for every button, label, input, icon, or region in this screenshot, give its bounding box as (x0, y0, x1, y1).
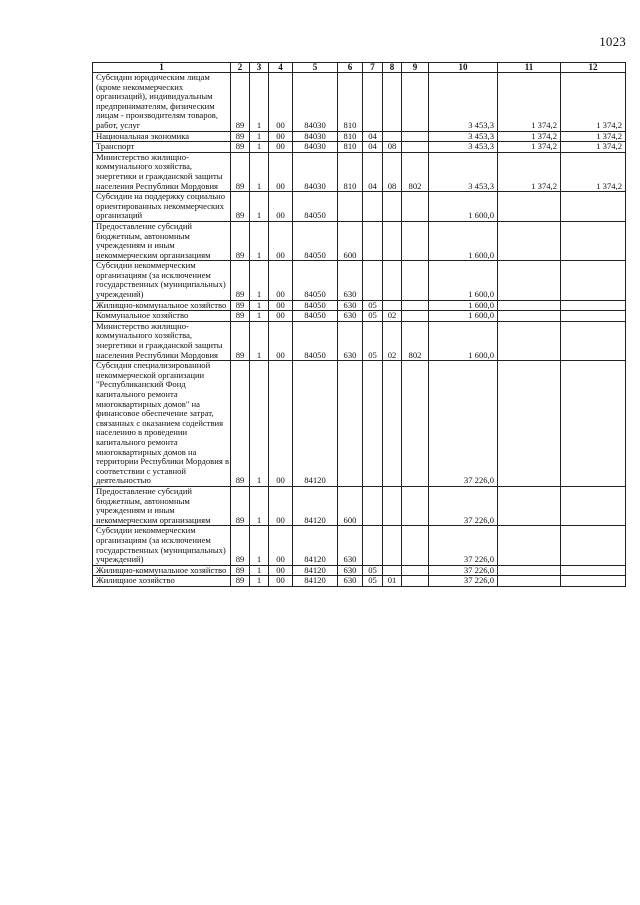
cell-c10: 1 600,0 (429, 192, 498, 222)
cell-c8 (383, 361, 402, 487)
cell-c10: 37 226,0 (429, 565, 498, 576)
table-row (93, 131, 626, 142)
cell-c11: 1 374,2 (498, 142, 561, 153)
cell-c4: 00 (269, 565, 293, 576)
cell-c3: 1 (250, 311, 269, 322)
cell-c12 (561, 361, 626, 487)
cell-c8 (383, 300, 402, 311)
cell-c7: 04 (363, 142, 383, 153)
cell-c12 (561, 311, 626, 322)
header-cell: 1 (93, 63, 231, 73)
cell-c8 (383, 486, 402, 525)
cell-c4: 00 (269, 192, 293, 222)
cell-c5: 84050 (293, 321, 338, 360)
cell-c9 (402, 576, 429, 587)
row-name-cell: Транспорт (93, 142, 231, 153)
cell-c10: 3 453,3 (429, 73, 498, 132)
cell-c2: 89 (231, 321, 250, 360)
cell-c2: 89 (231, 300, 250, 311)
header-cell: 4 (269, 63, 293, 73)
cell-c5: 84030 (293, 142, 338, 153)
table-row (93, 565, 626, 576)
cell-c7 (363, 73, 383, 132)
row-name-cell: Министерство жилищно-коммунального хозяйства, энергетики и гражданской защиты населения Республики Мордовия (93, 321, 231, 360)
cell-c10: 37 226,0 (429, 576, 498, 587)
cell-c8 (383, 221, 402, 260)
cell-c5: 84050 (293, 300, 338, 311)
cell-c11: 1 374,2 (498, 152, 561, 191)
cell-c9 (402, 311, 429, 322)
cell-c11: 1 374,2 (498, 131, 561, 142)
cell-c7 (363, 221, 383, 260)
cell-c3: 1 (250, 221, 269, 260)
header-cell: 8 (383, 63, 402, 73)
cell-c3: 1 (250, 321, 269, 360)
cell-c8 (383, 131, 402, 142)
cell-c7: 05 (363, 576, 383, 587)
cell-c8 (383, 192, 402, 222)
cell-c9 (402, 131, 429, 142)
cell-c7: 05 (363, 311, 383, 322)
cell-c9: 802 (402, 321, 429, 360)
cell-c11 (498, 565, 561, 576)
cell-c4: 00 (269, 73, 293, 132)
table-row (93, 321, 626, 360)
row-name-cell: Предоставление субсидий бюджетным, автономным учреждениям и иным некоммерческим организациям (93, 486, 231, 525)
header-cell: 5 (293, 63, 338, 73)
cell-c11: 1 374,2 (498, 73, 561, 132)
cell-c10: 1 600,0 (429, 261, 498, 300)
table-row (93, 576, 626, 587)
cell-c3: 1 (250, 526, 269, 565)
cell-c4: 00 (269, 486, 293, 525)
cell-c7 (363, 486, 383, 525)
cell-c4: 00 (269, 131, 293, 142)
cell-c12: 1 374,2 (561, 152, 626, 191)
cell-c2: 89 (231, 526, 250, 565)
row-name-cell: Жилищно-коммунальное хозяйство (93, 565, 231, 576)
cell-c12 (561, 565, 626, 576)
row-name-cell: Субсидия специализированной некоммерческой организации "Республиканский Фонд капитального ремонта многоквартирных домов" на финансовое обеспечение затрат, связанных с оказанием содействия населению в проведении капитального ремонта многоквартирных домов на территории Республики Мордовия в соответствии с уставной деятельностью (93, 361, 231, 487)
cell-c7: 04 (363, 152, 383, 191)
cell-c7 (363, 261, 383, 300)
cell-c4: 00 (269, 221, 293, 260)
cell-c5: 84030 (293, 131, 338, 142)
cell-c11 (498, 300, 561, 311)
cell-c8: 02 (383, 321, 402, 360)
cell-c11 (498, 192, 561, 222)
cell-c4: 00 (269, 321, 293, 360)
cell-c10: 37 226,0 (429, 526, 498, 565)
cell-c2: 89 (231, 361, 250, 487)
row-name-cell: Жилищное хозяйство (93, 576, 231, 587)
cell-c8: 08 (383, 152, 402, 191)
table-row (93, 486, 626, 525)
cell-c3: 1 (250, 261, 269, 300)
cell-c4: 00 (269, 526, 293, 565)
budget-table (92, 62, 626, 587)
cell-c6 (338, 192, 363, 222)
cell-c11 (498, 486, 561, 525)
header-cell: 2 (231, 63, 250, 73)
cell-c11 (498, 361, 561, 487)
cell-c10: 3 453,3 (429, 131, 498, 142)
cell-c7 (363, 192, 383, 222)
cell-c4: 00 (269, 142, 293, 153)
cell-c3: 1 (250, 192, 269, 222)
cell-c6 (338, 361, 363, 487)
cell-c12 (561, 526, 626, 565)
cell-c2: 89 (231, 192, 250, 222)
cell-c9 (402, 300, 429, 311)
cell-c9 (402, 361, 429, 487)
cell-c5: 84120 (293, 361, 338, 487)
cell-c11 (498, 526, 561, 565)
cell-c11 (498, 576, 561, 587)
cell-c9 (402, 221, 429, 260)
cell-c8: 02 (383, 311, 402, 322)
page-number: 1023 (599, 34, 626, 49)
cell-c5: 84120 (293, 526, 338, 565)
cell-c2: 89 (231, 311, 250, 322)
cell-c6: 630 (338, 565, 363, 576)
table-row (93, 221, 626, 260)
cell-c6: 630 (338, 321, 363, 360)
cell-c12 (561, 576, 626, 587)
row-name-cell: Субсидии на поддержку социально ориентированных некоммерческих организаций (93, 192, 231, 222)
row-name-cell: Министерство жилищно-коммунального хозяйства, энергетики и гражданской защиты населения Республики Мордовия (93, 152, 231, 191)
row-name-cell: Субсидии юридическим лицам (кроме некоммерческих организаций), индивидуальным предпринимателям, физическим лицам - производителям товаров, работ, услуг (93, 73, 231, 132)
table-row (93, 261, 626, 300)
cell-c2: 89 (231, 565, 250, 576)
cell-c12: 1 374,2 (561, 142, 626, 153)
row-name-cell: Предоставление субсидий бюджетным, автономным учреждениям и иным некоммерческим организациям (93, 221, 231, 260)
cell-c5: 84030 (293, 152, 338, 191)
cell-c11 (498, 261, 561, 300)
cell-c5: 84120 (293, 576, 338, 587)
cell-c6: 630 (338, 300, 363, 311)
cell-c7: 05 (363, 565, 383, 576)
cell-c3: 1 (250, 486, 269, 525)
cell-c12 (561, 192, 626, 222)
cell-c8 (383, 565, 402, 576)
cell-c3: 1 (250, 152, 269, 191)
cell-c11 (498, 311, 561, 322)
table-row (93, 361, 626, 487)
cell-c2: 89 (231, 486, 250, 525)
table-row (93, 300, 626, 311)
cell-c10: 3 453,3 (429, 152, 498, 191)
cell-c5: 84050 (293, 192, 338, 222)
cell-c10: 1 600,0 (429, 300, 498, 311)
cell-c9 (402, 73, 429, 132)
table-header-row (93, 63, 626, 73)
cell-c8 (383, 526, 402, 565)
cell-c4: 00 (269, 311, 293, 322)
cell-c12 (561, 300, 626, 311)
cell-c3: 1 (250, 73, 269, 132)
cell-c3: 1 (250, 565, 269, 576)
cell-c2: 89 (231, 152, 250, 191)
cell-c4: 00 (269, 576, 293, 587)
cell-c9: 802 (402, 152, 429, 191)
cell-c11 (498, 321, 561, 360)
header-cell: 11 (498, 63, 561, 73)
cell-c6: 810 (338, 152, 363, 191)
cell-c12: 1 374,2 (561, 131, 626, 142)
row-name-cell: Жилищно-коммунальное хозяйство (93, 300, 231, 311)
cell-c8 (383, 261, 402, 300)
cell-c4: 00 (269, 300, 293, 311)
header-cell: 9 (402, 63, 429, 73)
row-name-cell: Субсидии некоммерческим организациям (за исключением государственных (муниципальных) учреждений) (93, 526, 231, 565)
cell-c4: 00 (269, 152, 293, 191)
cell-c2: 89 (231, 142, 250, 153)
cell-c2: 89 (231, 261, 250, 300)
cell-c2: 89 (231, 131, 250, 142)
cell-c6: 600 (338, 221, 363, 260)
table-row (93, 526, 626, 565)
cell-c3: 1 (250, 576, 269, 587)
cell-c5: 84120 (293, 565, 338, 576)
header-cell: 10 (429, 63, 498, 73)
cell-c5: 84050 (293, 311, 338, 322)
cell-c10: 3 453,3 (429, 142, 498, 153)
cell-c6: 810 (338, 131, 363, 142)
cell-c4: 00 (269, 261, 293, 300)
cell-c8: 01 (383, 576, 402, 587)
cell-c9 (402, 486, 429, 525)
cell-c9 (402, 192, 429, 222)
cell-c2: 89 (231, 73, 250, 132)
cell-c6: 630 (338, 576, 363, 587)
cell-c6: 630 (338, 261, 363, 300)
cell-c7: 04 (363, 131, 383, 142)
cell-c6: 600 (338, 486, 363, 525)
table-row (93, 152, 626, 191)
header-cell: 6 (338, 63, 363, 73)
cell-c5: 84050 (293, 261, 338, 300)
cell-c6: 630 (338, 526, 363, 565)
cell-c9 (402, 565, 429, 576)
cell-c5: 84050 (293, 221, 338, 260)
cell-c3: 1 (250, 142, 269, 153)
cell-c10: 1 600,0 (429, 311, 498, 322)
cell-c3: 1 (250, 361, 269, 487)
table-row (93, 311, 626, 322)
cell-c12: 1 374,2 (561, 73, 626, 132)
cell-c8 (383, 73, 402, 132)
table-body (93, 73, 626, 587)
row-name-cell: Коммунальное хозяйство (93, 311, 231, 322)
cell-c5: 84030 (293, 73, 338, 132)
cell-c5: 84120 (293, 486, 338, 525)
table-row (93, 192, 626, 222)
cell-c12 (561, 261, 626, 300)
cell-c3: 1 (250, 131, 269, 142)
cell-c8: 08 (383, 142, 402, 153)
cell-c12 (561, 486, 626, 525)
cell-c4: 00 (269, 361, 293, 487)
table-row (93, 142, 626, 153)
cell-c9 (402, 526, 429, 565)
cell-c2: 89 (231, 576, 250, 587)
row-name-cell: Национальная экономика (93, 131, 231, 142)
cell-c10: 37 226,0 (429, 486, 498, 525)
header-cell: 12 (561, 63, 626, 73)
cell-c11 (498, 221, 561, 260)
header-cell: 7 (363, 63, 383, 73)
cell-c10: 1 600,0 (429, 221, 498, 260)
cell-c9 (402, 261, 429, 300)
cell-c7: 05 (363, 300, 383, 311)
cell-c6: 810 (338, 73, 363, 132)
header-cell: 3 (250, 63, 269, 73)
table-row (93, 73, 626, 132)
cell-c3: 1 (250, 300, 269, 311)
cell-c10: 37 226,0 (429, 361, 498, 487)
cell-c12 (561, 321, 626, 360)
cell-c2: 89 (231, 221, 250, 260)
cell-c12 (561, 221, 626, 260)
cell-c9 (402, 142, 429, 153)
cell-c6: 630 (338, 311, 363, 322)
cell-c6: 810 (338, 142, 363, 153)
cell-c7 (363, 361, 383, 487)
cell-c7 (363, 526, 383, 565)
cell-c7: 05 (363, 321, 383, 360)
cell-c10: 1 600,0 (429, 321, 498, 360)
row-name-cell: Субсидии некоммерческим организациям (за исключением государственных (муниципальных) учреждений) (93, 261, 231, 300)
